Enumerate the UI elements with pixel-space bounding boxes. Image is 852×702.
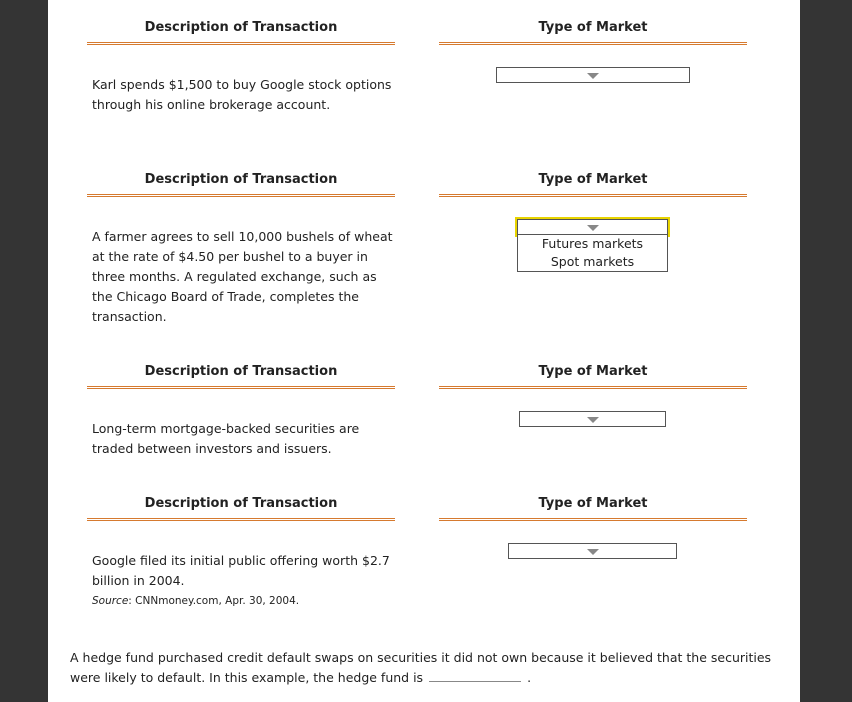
header-rule xyxy=(439,194,747,197)
header-rule xyxy=(439,386,747,389)
source-citation xyxy=(92,591,397,611)
chevron-down-icon xyxy=(587,225,599,231)
market-type-select-2[interactable] xyxy=(515,217,670,237)
transaction-description xyxy=(92,551,397,611)
dropdown-option-spot[interactable]: Spot markets xyxy=(550,254,635,269)
chevron-down-icon xyxy=(587,73,599,79)
header-rule xyxy=(439,518,747,521)
chevron-down-icon xyxy=(587,417,599,423)
source-label: Source xyxy=(92,595,129,607)
header-rule xyxy=(439,42,747,45)
market-type-select-3[interactable] xyxy=(519,411,666,427)
dropdown-option-futures[interactable]: Futures markets xyxy=(541,236,644,251)
header-rule xyxy=(87,194,395,197)
chevron-down-icon xyxy=(587,549,599,555)
market-type-dropdown-list xyxy=(517,235,668,272)
transaction-description: Karl spends $1,500 to buy Google stock options through his online brokerage account. xyxy=(92,77,392,112)
hedge-fund-question xyxy=(70,648,790,688)
market-type-select-4[interactable] xyxy=(508,543,677,559)
transaction-description: Long-term mortgage-backed securities are traded between investors and issuers. xyxy=(92,421,360,456)
description-header: Description of Transaction xyxy=(144,364,338,379)
header-rule xyxy=(87,518,395,521)
description-text: Google filed its initial public offering worth $2.7 billion in 2004. xyxy=(92,553,390,588)
market-type-header: Type of Market xyxy=(538,172,648,187)
transaction-description: A farmer agrees to sell 10,000 bushels of wheat at the rate of $4.50 per bushel to a buyer in three months. A regulated exchange, such as the Chicago Board of Trade, completes the transaction. xyxy=(92,229,393,324)
question-end: . xyxy=(527,670,532,685)
header-rule xyxy=(87,386,395,389)
header-rule xyxy=(87,42,395,45)
content-panel xyxy=(48,0,800,702)
market-type-select-1[interactable] xyxy=(496,67,690,83)
description-header: Description of Transaction xyxy=(144,20,338,35)
question-text: A hedge fund purchased credit default swaps on securities it did not own because it believed that the securities were likely to default. In this example, the hedge fund is xyxy=(70,650,772,685)
market-type-header: Type of Market xyxy=(538,364,648,379)
source-text: : CNNmoney.com, Apr. 30, 2004. xyxy=(128,595,300,607)
answer-blank-select[interactable] xyxy=(429,669,521,682)
description-header: Description of Transaction xyxy=(144,172,338,187)
market-type-header: Type of Market xyxy=(538,496,648,511)
description-header: Description of Transaction xyxy=(144,496,338,511)
market-type-header: Type of Market xyxy=(538,20,648,35)
